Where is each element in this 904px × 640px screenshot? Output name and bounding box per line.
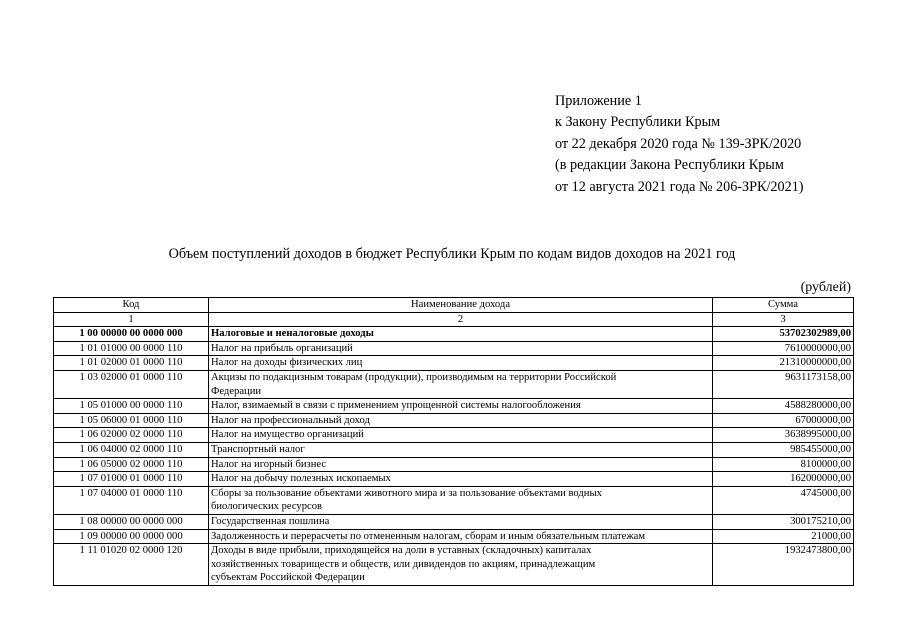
table-row [54,529,854,544]
income-code: 1 03 02000 01 0000 110 [54,370,209,398]
header-name: Наименование дохода [209,298,713,313]
income-name-line: Налог на добычу полезных ископаемых [211,473,391,485]
income-name [209,413,713,428]
table-row [54,442,854,457]
column-number: 2 [209,312,713,327]
appendix-line: Приложение 1 [555,93,642,109]
table-row [54,370,854,398]
table-row [54,514,854,529]
income-sum: 53702302989,00 [713,327,854,342]
table-row [54,399,854,414]
column-number: 3 [713,312,854,327]
appendix-line: от 12 августа 2021 года № 206-ЗРК/2021) [555,178,804,195]
income-table-body [54,298,854,586]
income-name [209,514,713,529]
table-row [54,457,854,472]
income-sum: 7610000000,00 [713,341,854,356]
income-code: 1 07 04000 01 0000 110 [54,486,209,514]
income-name-line: Акцизы по подакцизным товарам (продукции), производимым на территории Российской [211,371,617,383]
income-name [209,341,713,356]
income-code: 1 08 00000 00 0000 000 [54,514,209,529]
income-name-line: Налог на доходы физических лиц [211,357,363,369]
income-code: 1 05 01000 00 0000 110 [54,399,209,414]
income-name-line: Налог на профессиональный доход [211,414,370,426]
header-code: Код [54,298,209,313]
income-name-line: субъектам Российской Федерации [211,572,365,584]
appendix-line: к Закону Республики Крым [555,114,721,131]
income-sum: 1932473800,00 [713,544,854,586]
income-name [209,370,713,398]
income-code: 1 06 05000 02 0000 110 [54,457,209,472]
income-name-line: Налоговые и неналоговые доходы [211,328,374,340]
income-name [209,442,713,457]
income-name-line: Налог, взимаемый в связи с применением упрощенной системы налогообложения [211,400,581,412]
income-name-line: Доходы в виде прибыли, приходящейся на доли в уставных (складочных) капиталах [211,545,592,557]
income-name [209,529,713,544]
income-name-line: Федерации [211,385,262,397]
income-name-line: Налог на прибыль организаций [211,342,353,354]
income-sum: 9631173158,00 [713,370,854,398]
table-row [54,544,854,586]
table-row [54,413,854,428]
income-name [209,327,713,342]
table-row [54,486,854,514]
currency-unit: (рублей) [800,280,851,295]
appendix-block [555,91,804,198]
income-code: 1 06 02000 02 0000 110 [54,428,209,443]
income-sum: 8100000,00 [713,457,854,472]
income-name-line: Задолженность и перерасчеты по отмененным налогам, сборам и иным обязательным платежам [211,530,646,542]
income-name-line: хозяйственных товариществ и обществ, или дивидендов по акциям, принадлежащим [211,558,596,570]
table-header-row [54,298,854,313]
income-table [53,297,854,586]
income-code: 1 05 06000 01 0000 110 [54,413,209,428]
income-name [209,472,713,487]
document-title: Объем поступлений доходов в бюджет Республики Крым по кодам видов доходов на 2021 год [168,246,736,262]
income-name-line: Налог на имущество организаций [211,429,364,441]
income-sum: 300175210,00 [713,514,854,529]
income-sum: 162000000,00 [713,472,854,487]
column-number-row [54,312,854,327]
income-code: 1 01 01000 00 0000 110 [54,341,209,356]
income-sum: 67000000,00 [713,413,854,428]
table-row [54,327,854,342]
appendix-line: (в редакции Закона Республики Крым [555,157,784,174]
income-code: 1 07 01000 01 0000 110 [54,472,209,487]
income-name [209,486,713,514]
income-name [209,428,713,443]
income-name-line: Налог на игорный бизнес [211,458,327,470]
header-sum: Сумма [713,298,854,313]
column-number: 1 [54,312,209,327]
table-row [54,341,854,356]
income-name-line: Сборы за пользование объектами животного мира и за пользование объектами водных [211,487,602,499]
income-name [209,399,713,414]
income-code: 1 09 00000 00 0000 000 [54,529,209,544]
income-code: 1 00 00000 00 0000 000 [54,327,209,342]
income-code: 1 06 04000 02 0000 110 [54,442,209,457]
income-name-line: биологических ресурсов [211,501,322,513]
income-sum: 21000,00 [713,529,854,544]
income-name [209,356,713,371]
table-row [54,428,854,443]
income-name [209,457,713,472]
income-sum: 985455000,00 [713,442,854,457]
income-code: 1 01 02000 01 0000 110 [54,356,209,371]
income-sum: 4588280000,00 [713,399,854,414]
income-sum: 4745000,00 [713,486,854,514]
income-sum: 3638995000,00 [713,428,854,443]
appendix-line: от 22 декабря 2020 года № 139-ЗРК/2020 [555,135,802,152]
income-code: 1 11 01020 02 0000 120 [54,544,209,586]
table-row [54,356,854,371]
income-name-line: Государственная пошлина [211,515,330,527]
income-sum: 21310000000,00 [713,356,854,371]
income-name-line: Транспортный налог [211,443,305,455]
table-row [54,472,854,487]
income-name [209,544,713,586]
